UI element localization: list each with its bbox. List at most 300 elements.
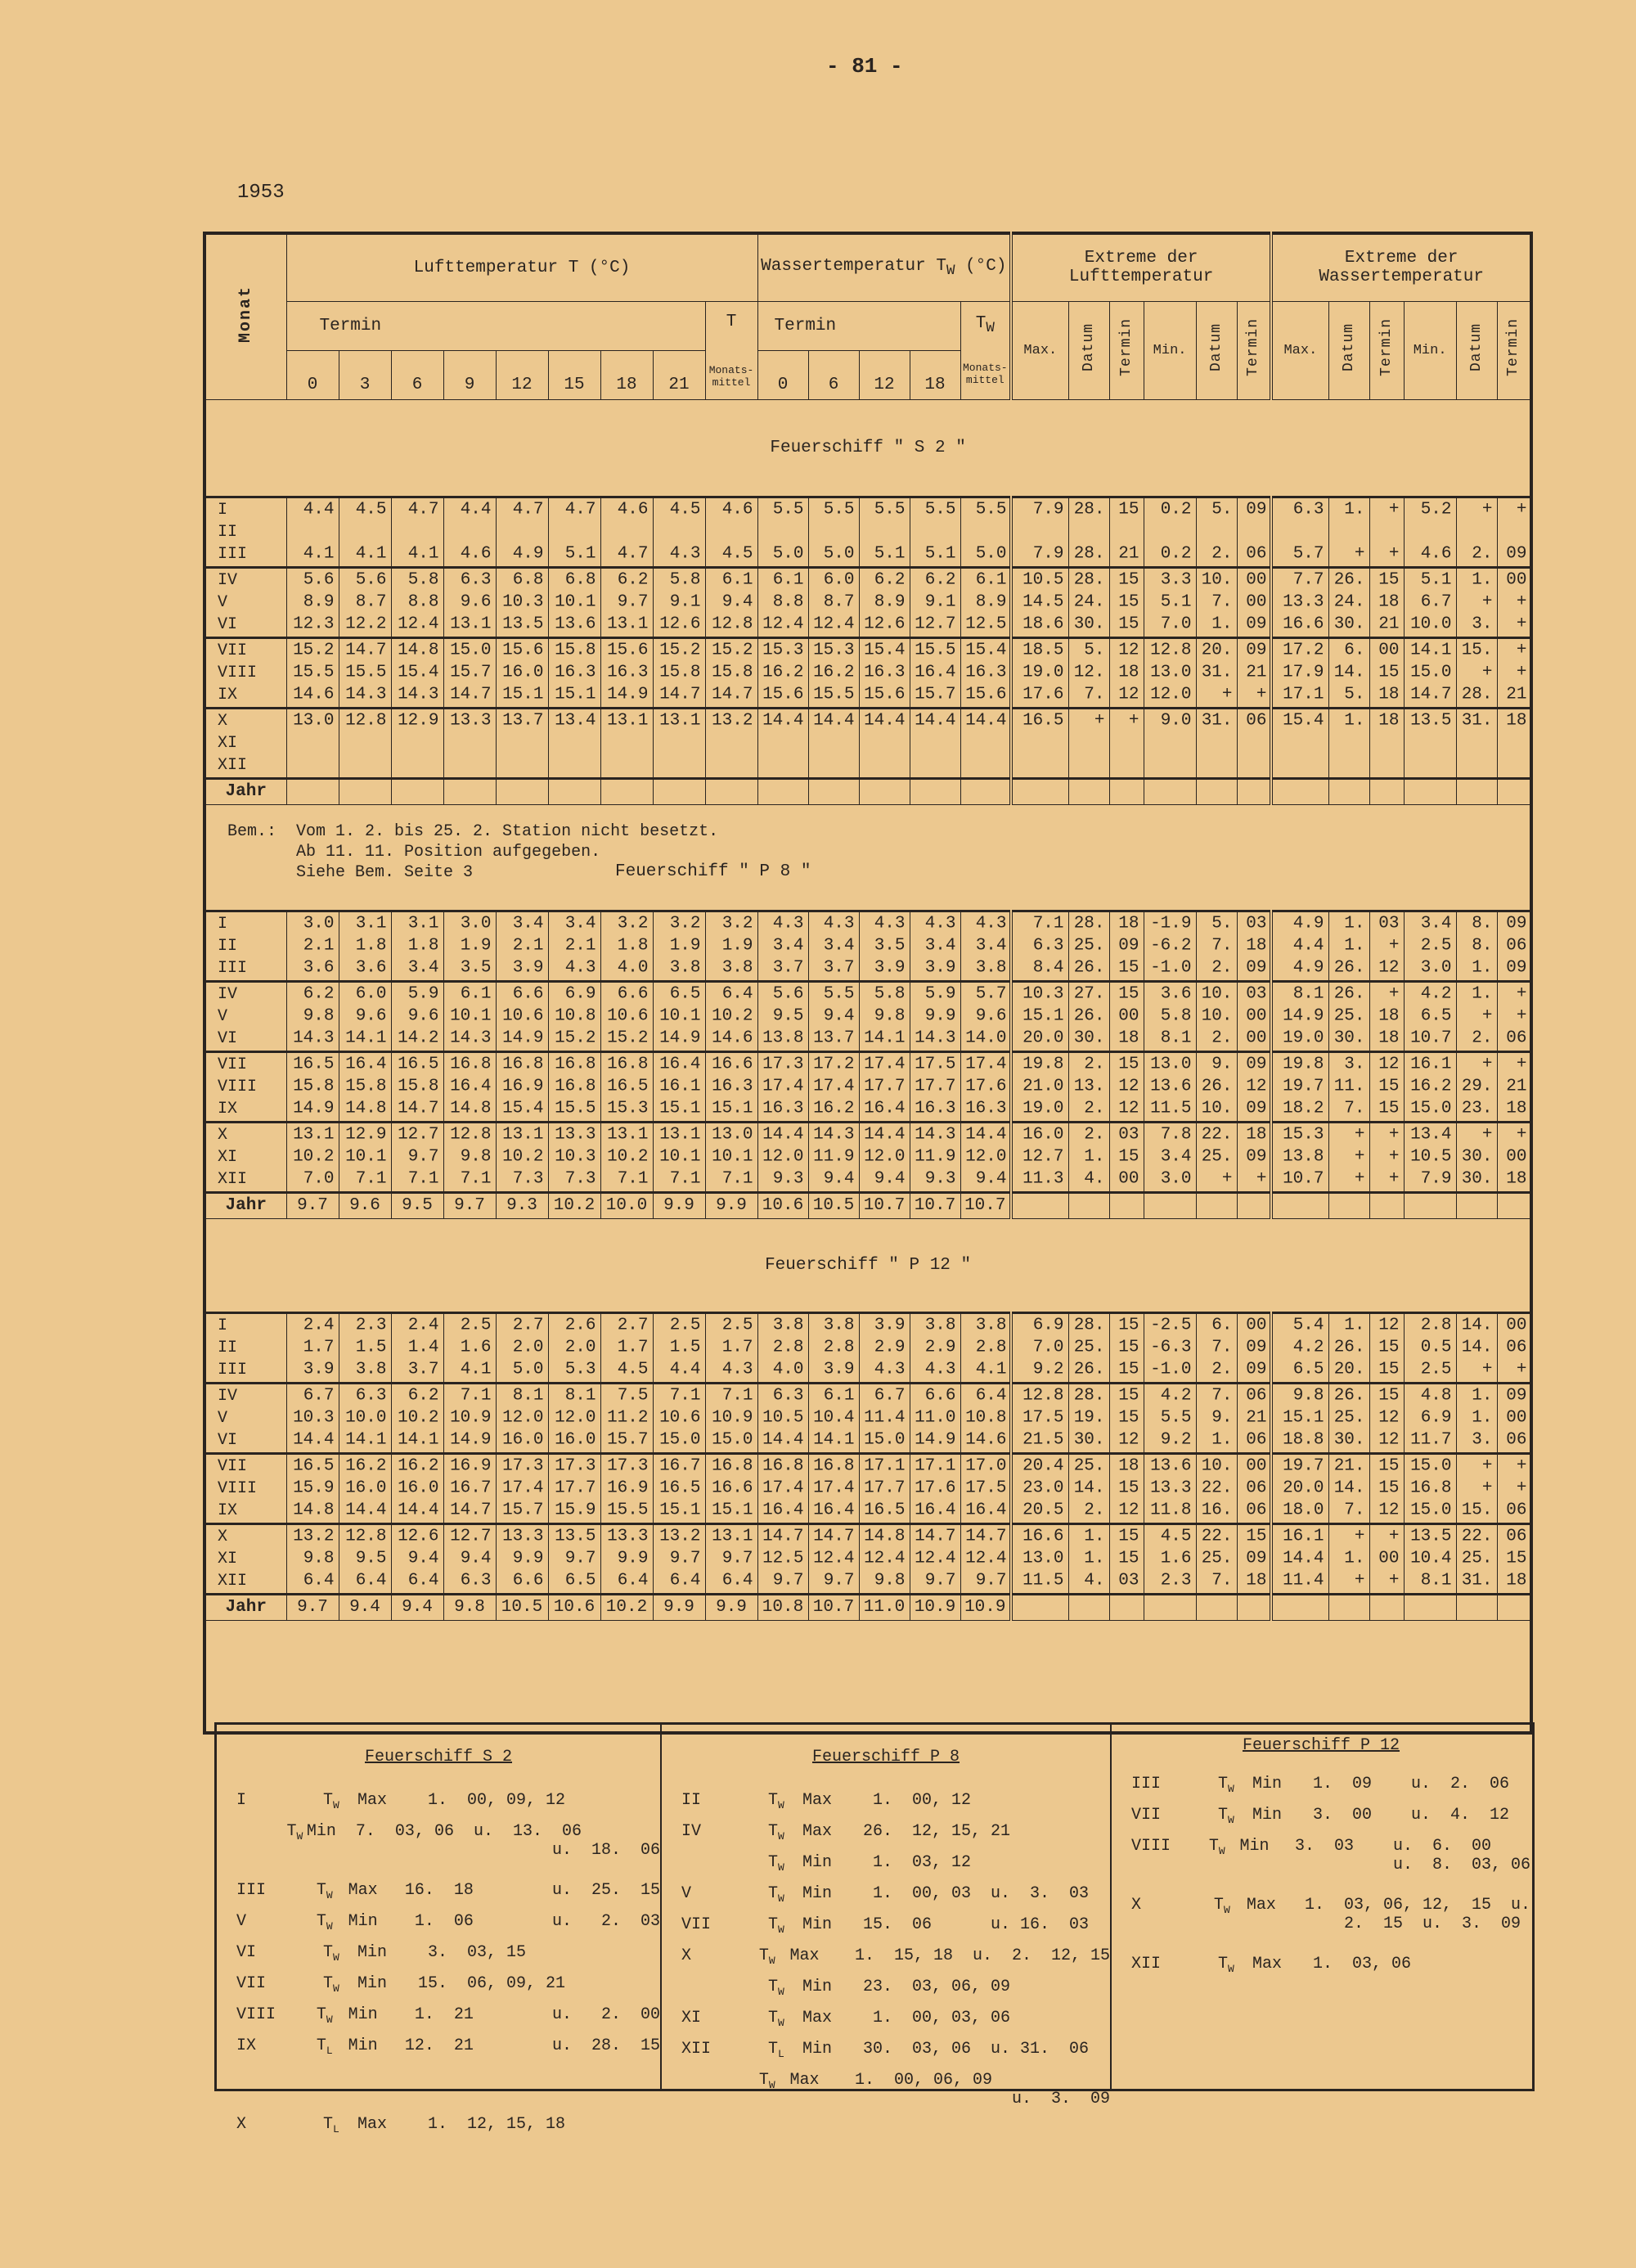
note-kind: Min xyxy=(802,2040,833,2059)
cell-value: 4.8 xyxy=(1420,1386,1452,1406)
cell-value: 16.3 xyxy=(965,663,1007,682)
data-row xyxy=(286,1526,1531,1548)
cell-value: 25. xyxy=(1073,936,1105,956)
cell-value: 5.2 xyxy=(1420,500,1452,520)
cell-value: 15.4 xyxy=(864,641,906,660)
cell-value: 17.6 xyxy=(1022,685,1064,704)
cell-value: 11.7 xyxy=(1410,1430,1452,1450)
cell-value: 19.0 xyxy=(1022,1099,1064,1118)
note-value xyxy=(1303,1955,1411,1973)
data-row xyxy=(286,1385,1531,1407)
cell-value: 14.7 xyxy=(659,685,701,704)
cell-value: 13.3 xyxy=(555,1125,596,1145)
cell-value: 21.5 xyxy=(1022,1430,1064,1450)
cell-value: 15.1 xyxy=(659,1501,701,1520)
note-value-line: 7. 03, 06 u. 13. 06 xyxy=(335,1822,582,1841)
cell-value: 8.8 xyxy=(407,592,439,612)
cell-value: 1. xyxy=(1344,936,1365,956)
cell-value: 15.5 xyxy=(915,641,956,660)
note-line xyxy=(662,2071,1110,2130)
note-line xyxy=(1112,1775,1530,1806)
ext-col-header xyxy=(1109,301,1144,399)
month-label: IV xyxy=(218,984,238,1004)
cell-value: 7.1 xyxy=(721,1169,753,1189)
cell-value: 6.3 xyxy=(1032,936,1064,956)
cell-value: 1.7 xyxy=(617,1338,649,1357)
cell-value: + xyxy=(1388,936,1400,956)
cell-value: 4.3 xyxy=(721,1360,753,1379)
cell-value: 2.1 xyxy=(512,936,544,956)
cell-value: 12 xyxy=(1118,1099,1139,1118)
note-variable: $T_W$ xyxy=(758,1946,775,1967)
cell-value: 7.1 xyxy=(355,1169,387,1189)
month-label: III xyxy=(218,958,248,978)
cell-value: 1. xyxy=(1344,711,1365,731)
month-block-row xyxy=(204,981,1531,1051)
jahr-value: 10.0 xyxy=(600,1192,653,1218)
cell-value: 17.7 xyxy=(555,1478,596,1498)
cell-value: 10.0 xyxy=(345,1408,387,1428)
month-block-row xyxy=(204,637,1531,708)
cell-value: 3.4 xyxy=(823,936,855,956)
cell-value: 14.9 xyxy=(607,685,649,704)
month-label: XII xyxy=(218,1571,248,1591)
cell-value: + xyxy=(1388,544,1400,564)
month-cell xyxy=(204,567,1527,637)
cell-value: 28. xyxy=(1073,914,1105,934)
cell-value: 3.0 xyxy=(1160,1169,1192,1189)
jahr-value: 9.9 xyxy=(705,1594,757,1620)
cell-value: + xyxy=(1388,1125,1400,1145)
cell-value: 15.6 xyxy=(965,685,1007,704)
cell-value: 14.9 xyxy=(450,1430,492,1450)
cell-value: + xyxy=(1481,1006,1493,1026)
data-row xyxy=(286,543,1531,565)
cell-value: 13.1 xyxy=(712,1527,753,1546)
jahr-value xyxy=(1497,1594,1531,1620)
cell-value: 15.7 xyxy=(450,663,492,682)
cell-value: 6.4 xyxy=(407,1571,439,1591)
cell-value: 09 xyxy=(1246,1099,1267,1118)
cell-value: 7. xyxy=(1084,685,1105,704)
cell-value: 4.4 xyxy=(669,1360,701,1379)
cell-value: 18 xyxy=(1246,1125,1267,1145)
note-variable-sub: L xyxy=(326,2045,333,2057)
cell-value: 12.0 xyxy=(555,1408,596,1428)
cell-value: 9.8 xyxy=(874,1571,906,1591)
cell-value: 12 xyxy=(1118,1430,1139,1450)
cell-value: 17.5 xyxy=(915,1055,956,1074)
cell-value: 16.2 xyxy=(1410,1077,1452,1096)
luft-header: Lufttemperatur T (°C) xyxy=(286,233,757,301)
cell-value: 15 xyxy=(1506,1549,1527,1568)
note-value-line: 3. 03, 15 xyxy=(408,1943,527,1962)
cell-value: 14.4 xyxy=(398,1501,439,1520)
cell-value: 29. xyxy=(1461,1077,1493,1096)
cell-value: 9.9 xyxy=(512,1549,544,1568)
jahr-value xyxy=(1328,778,1369,804)
cell-value: 9.7 xyxy=(772,1571,804,1591)
month-block-row xyxy=(204,1312,1531,1383)
note-month: X xyxy=(1131,1896,1142,1915)
note-line xyxy=(1112,1837,1530,1896)
ext-col-header xyxy=(1328,301,1369,399)
cell-value: 15.2 xyxy=(555,1028,596,1048)
cell-value: 5.7 xyxy=(975,984,1007,1004)
cell-value: 10.0 xyxy=(1410,614,1452,634)
note-value xyxy=(395,2005,660,2024)
cell-value: 16.0 xyxy=(1022,1125,1064,1145)
cell-value: 16.0 xyxy=(555,1430,596,1450)
cell-value: 10.3 xyxy=(293,1408,335,1428)
cell-value: 2.0 xyxy=(564,1338,596,1357)
note-variable-sub: W xyxy=(333,1799,339,1811)
jahr-value xyxy=(757,778,808,804)
cell-value: 6.5 xyxy=(1292,1360,1324,1379)
luft-hour-header: 0 xyxy=(286,350,339,399)
cell-value: 16.8 xyxy=(607,1055,649,1074)
cell-value: 12.6 xyxy=(659,614,701,634)
ext-col-label: Termin xyxy=(1505,318,1522,376)
cell-value: 30. xyxy=(1073,1028,1105,1048)
cell-value: 00 xyxy=(1246,592,1267,612)
cell-value: + xyxy=(1481,592,1493,612)
data-row xyxy=(286,1168,1531,1190)
cell-value: 09 xyxy=(1506,958,1527,978)
cell-value: 4.6 xyxy=(1420,544,1452,564)
cell-value: + xyxy=(1354,544,1365,564)
cell-value: 18 xyxy=(1378,592,1400,612)
cell-value: 10.7 xyxy=(1283,1169,1324,1189)
note-line xyxy=(662,1915,1110,1946)
cell-value: 25. xyxy=(1201,1147,1233,1167)
luft-hour-header: 18 xyxy=(600,350,653,399)
month-label: IX xyxy=(218,1099,238,1118)
month-block-values xyxy=(286,1456,1531,1522)
cell-value: 13.4 xyxy=(555,711,596,731)
cell-value: 1.8 xyxy=(617,936,649,956)
data-row xyxy=(286,1315,1531,1337)
jahr-value: 9.4 xyxy=(391,1594,443,1620)
jahr-value: 9.9 xyxy=(705,1192,757,1218)
cell-value: 13.3 xyxy=(607,1527,649,1546)
monatsmittel-label: Monats-mittel xyxy=(962,361,1008,386)
data-row xyxy=(286,1500,1531,1522)
cell-value: 12.8 xyxy=(450,1125,492,1145)
cell-value: 3.5 xyxy=(874,936,906,956)
cell-value: 14.8 xyxy=(864,1527,906,1546)
cell-value: 17.7 xyxy=(915,1077,956,1096)
cell-value: 16.3 xyxy=(555,663,596,682)
note-variable: $T_W$ xyxy=(286,1822,303,1843)
cell-value: 06 xyxy=(1506,1338,1527,1357)
cell-value: 14.5 xyxy=(1022,592,1064,612)
note-variable-sub: W xyxy=(778,2017,784,2029)
cell-value: 12 xyxy=(1118,1077,1139,1096)
cell-value: 15 xyxy=(1378,570,1400,590)
cell-value: 1.9 xyxy=(460,936,492,956)
cell-value: 7.1 xyxy=(460,1169,492,1189)
cell-value: 13.1 xyxy=(659,711,701,731)
cell-value: 9.7 xyxy=(407,1147,439,1167)
cell-value: 26. xyxy=(1201,1077,1233,1096)
cell-value: 9.4 xyxy=(823,1169,855,1189)
cell-value: 14.4 xyxy=(813,711,855,731)
cell-value: 3.8 xyxy=(355,1360,387,1379)
cell-value: 9.5 xyxy=(772,1006,804,1026)
cell-value: 9.8 xyxy=(874,1006,906,1026)
cell-value: 2. xyxy=(1211,1028,1233,1048)
jahr-value xyxy=(1497,1192,1531,1218)
data-row xyxy=(286,913,1531,935)
data-row xyxy=(286,1028,1531,1050)
note-value xyxy=(853,1853,971,1872)
cell-value: 7.1 xyxy=(1032,914,1064,934)
jahr-value: 10.5 xyxy=(496,1594,548,1620)
cell-value: 4.3 xyxy=(975,914,1007,934)
cell-value: 15.1 xyxy=(1022,1006,1064,1026)
cell-value: -1.0 xyxy=(1150,1360,1192,1379)
cell-value: 00 xyxy=(1246,570,1267,590)
note-variable: $T_W$ xyxy=(768,1822,784,1843)
cell-value: 6.4 xyxy=(975,1386,1007,1406)
data-row xyxy=(286,684,1531,706)
jahr-value xyxy=(1369,778,1404,804)
jahr-value: 10.7 xyxy=(960,1192,1011,1218)
cell-value: 12 xyxy=(1118,685,1139,704)
jahr-value xyxy=(1068,778,1109,804)
jahr-value: 9.7 xyxy=(286,1594,339,1620)
month-label: VI xyxy=(218,614,238,634)
cell-value: 15 xyxy=(1118,592,1139,612)
cell-value: 09 xyxy=(1246,641,1267,660)
note-variable: $T_W$ xyxy=(1218,1775,1234,1795)
note-value-line: 15. 06, 09, 21 xyxy=(408,1974,566,1993)
month-label: IV xyxy=(218,1386,238,1406)
luft-termin-label: Termin xyxy=(286,301,705,350)
cell-value: 18 xyxy=(1378,1028,1400,1048)
cell-value: 9.4 xyxy=(874,1169,906,1189)
cell-value: -1.9 xyxy=(1150,914,1192,934)
cell-value: 3.4 xyxy=(512,914,544,934)
cell-value: 5.0 xyxy=(823,544,855,564)
cell-value: 18 xyxy=(1378,1006,1400,1026)
cell-value: 28. xyxy=(1073,1386,1105,1406)
station-band-cell xyxy=(204,1218,1531,1312)
month-label: VI xyxy=(218,1430,238,1450)
cell-value: 15.2 xyxy=(659,641,701,660)
note-variable-sub: W xyxy=(326,1920,333,1933)
note-value-continuation xyxy=(395,2055,660,2074)
cell-value: 7.9 xyxy=(1420,1169,1452,1189)
cell-value: 20.0 xyxy=(1283,1478,1324,1498)
note-variable-sub: W xyxy=(1223,1904,1230,1916)
cell-value: 12.4 xyxy=(762,614,804,634)
cell-value: 11.4 xyxy=(1283,1571,1324,1591)
cell-value: 11.2 xyxy=(607,1408,649,1428)
cell-value: 9.4 xyxy=(721,592,753,612)
cell-value: 10.1 xyxy=(712,1147,753,1167)
cell-value: 27. xyxy=(1073,984,1105,1004)
jahr-value xyxy=(960,778,1011,804)
data-row xyxy=(286,1098,1531,1120)
cell-value: 13.3 xyxy=(502,1527,544,1546)
cell-value: 4.3 xyxy=(823,914,855,934)
cell-value: 14. xyxy=(1333,663,1365,682)
data-row xyxy=(286,1359,1531,1381)
cell-value: 9.6 xyxy=(355,1006,387,1026)
cell-value: 15 xyxy=(1378,1456,1400,1476)
cell-value: 10.2 xyxy=(607,1147,649,1167)
note-variable: $T_W$ xyxy=(323,1974,339,1995)
note-kind: Max xyxy=(802,1791,833,1810)
jahr-value xyxy=(443,778,496,804)
cell-value: 12.0 xyxy=(762,1147,804,1167)
cell-value: 09 xyxy=(1118,936,1139,956)
cell-value: 1.9 xyxy=(669,936,701,956)
note-variable: $T_W$ xyxy=(768,1915,784,1936)
cell-value: 06 xyxy=(1506,1430,1527,1450)
month-label: V xyxy=(218,592,228,612)
jahr-value xyxy=(600,778,653,804)
cell-value: 16.5 xyxy=(1022,711,1064,731)
note-kind: Max xyxy=(348,1881,378,1900)
cell-value: 15.7 xyxy=(607,1430,649,1450)
note-value-line: 1. 03, 06 xyxy=(1303,1955,1412,1973)
wasser-hour-header: 0 xyxy=(757,350,808,399)
note-kind: Min xyxy=(802,1853,833,1872)
cell-value: 03 xyxy=(1118,1571,1139,1591)
cell-value: 12.8 xyxy=(345,1527,387,1546)
note-line xyxy=(217,1791,660,1822)
cell-value: 6.1 xyxy=(823,1386,855,1406)
cell-value: 13.0 xyxy=(712,1125,753,1145)
jahr-value xyxy=(1456,1594,1497,1620)
note-variable: $T_W$ xyxy=(323,1791,339,1811)
cell-value: 19.8 xyxy=(1283,1055,1324,1074)
data-row xyxy=(286,1076,1531,1098)
jahr-row xyxy=(204,1594,1531,1620)
cell-value: 9.1 xyxy=(924,592,956,612)
cell-value: 06 xyxy=(1246,1501,1267,1520)
cell-value: 25. xyxy=(1073,1456,1105,1476)
cell-value: 13.6 xyxy=(1150,1077,1192,1096)
cell-value: 30. xyxy=(1073,614,1105,634)
cell-value: 3.3 xyxy=(1160,570,1192,590)
cell-value: 7.9 xyxy=(1032,544,1064,564)
cell-value: 4.0 xyxy=(772,1360,804,1379)
cell-value: 10.8 xyxy=(965,1408,1007,1428)
note-variable: $T_W$ xyxy=(758,2071,775,2091)
cell-value: 5.8 xyxy=(407,570,439,590)
cell-value: 0.2 xyxy=(1160,500,1192,520)
cell-value: 6.6 xyxy=(924,1386,956,1406)
cell-value: 4.3 xyxy=(564,958,596,978)
cell-value: 06 xyxy=(1246,1430,1267,1450)
jahr-value: 10.6 xyxy=(757,1192,808,1218)
cell-value: 21 xyxy=(1506,1077,1527,1096)
cell-value: 10.3 xyxy=(555,1147,596,1167)
cell-value: 19.0 xyxy=(1022,663,1064,682)
cell-value: 9.6 xyxy=(407,1006,439,1026)
cell-value: 14.1 xyxy=(813,1430,855,1450)
cell-value: 24. xyxy=(1073,592,1105,612)
cell-value: 10.6 xyxy=(659,1408,701,1428)
note-line xyxy=(217,1974,660,2005)
cell-value: 16.1 xyxy=(1283,1527,1324,1546)
data-row xyxy=(286,1570,1531,1592)
note-variable-sub: W xyxy=(778,1861,784,1874)
cell-value: 2. xyxy=(1211,1360,1233,1379)
jahr-value xyxy=(1196,1594,1237,1620)
note-value-line: 16. 18 u. 25. 15 xyxy=(394,1881,660,1900)
cell-value: 18.5 xyxy=(1022,641,1064,660)
cell-value: 14.4 xyxy=(762,711,804,731)
note-variable-sub: W xyxy=(778,1924,784,1936)
jahr-value xyxy=(1456,778,1497,804)
note-value-continuation: u. 8. 03, 06 xyxy=(1284,1856,1530,1874)
wasser-hour-header: 6 xyxy=(808,350,859,399)
cell-value: 13.5 xyxy=(555,1527,596,1546)
note-value xyxy=(1303,1806,1509,1825)
cell-value: 13. xyxy=(1073,1077,1105,1096)
cell-value: 7.0 xyxy=(1160,614,1192,634)
cell-value: + xyxy=(1481,1478,1493,1498)
cell-value: 15.8 xyxy=(712,663,753,682)
note-variable-sub: L xyxy=(333,2123,339,2135)
month-label: I xyxy=(218,914,228,934)
cell-value: 2.8 xyxy=(975,1338,1007,1357)
cell-value: 16.0 xyxy=(502,663,544,682)
cell-value: 16.9 xyxy=(450,1456,492,1476)
note-value-line: 1. 15, 18 u. 2. 12, 15 xyxy=(834,1946,1110,1965)
month-label: VII xyxy=(218,641,248,660)
ext-luft-header: Extreme der Lufttemperatur xyxy=(1011,233,1271,301)
cell-value: 7. xyxy=(1211,1338,1233,1357)
wasser-hour-header: 12 xyxy=(859,350,910,399)
cell-value: 03 xyxy=(1246,984,1267,1004)
cell-value: 7.1 xyxy=(669,1169,701,1189)
note-month: IV xyxy=(681,1822,702,1841)
cell-value: 15.3 xyxy=(762,641,804,660)
cell-value: 10.2 xyxy=(502,1147,544,1167)
cell-value: 5.5 xyxy=(924,500,956,520)
month-label: VIII xyxy=(218,1478,258,1498)
jahr-value xyxy=(653,778,705,804)
cell-value: 09 xyxy=(1246,500,1267,520)
cell-value: 10.6 xyxy=(607,1006,649,1026)
cell-value: 5.5 xyxy=(1160,1408,1192,1428)
cell-value: 8.1 xyxy=(1160,1028,1192,1048)
cell-value: 15 xyxy=(1246,1527,1267,1546)
cell-value: 12 xyxy=(1246,1077,1267,1096)
cell-value: 10.1 xyxy=(659,1147,701,1167)
cell-value: 12.0 xyxy=(864,1147,906,1167)
cell-value: 10. xyxy=(1201,570,1233,590)
cell-value: + xyxy=(1516,592,1527,612)
cell-value: 10.9 xyxy=(450,1408,492,1428)
cell-value: 1. xyxy=(1084,1147,1105,1167)
month-label: IX xyxy=(218,1501,238,1520)
cell-value: 13.1 xyxy=(607,614,649,634)
cell-value: 06 xyxy=(1246,711,1267,731)
month-block-values xyxy=(286,710,1531,776)
cell-value: 6.1 xyxy=(772,570,804,590)
cell-value: 1. xyxy=(1084,1549,1105,1568)
note-value xyxy=(1303,1775,1509,1793)
cell-value: 14.3 xyxy=(398,685,439,704)
cell-value: 3.0 xyxy=(303,914,335,934)
